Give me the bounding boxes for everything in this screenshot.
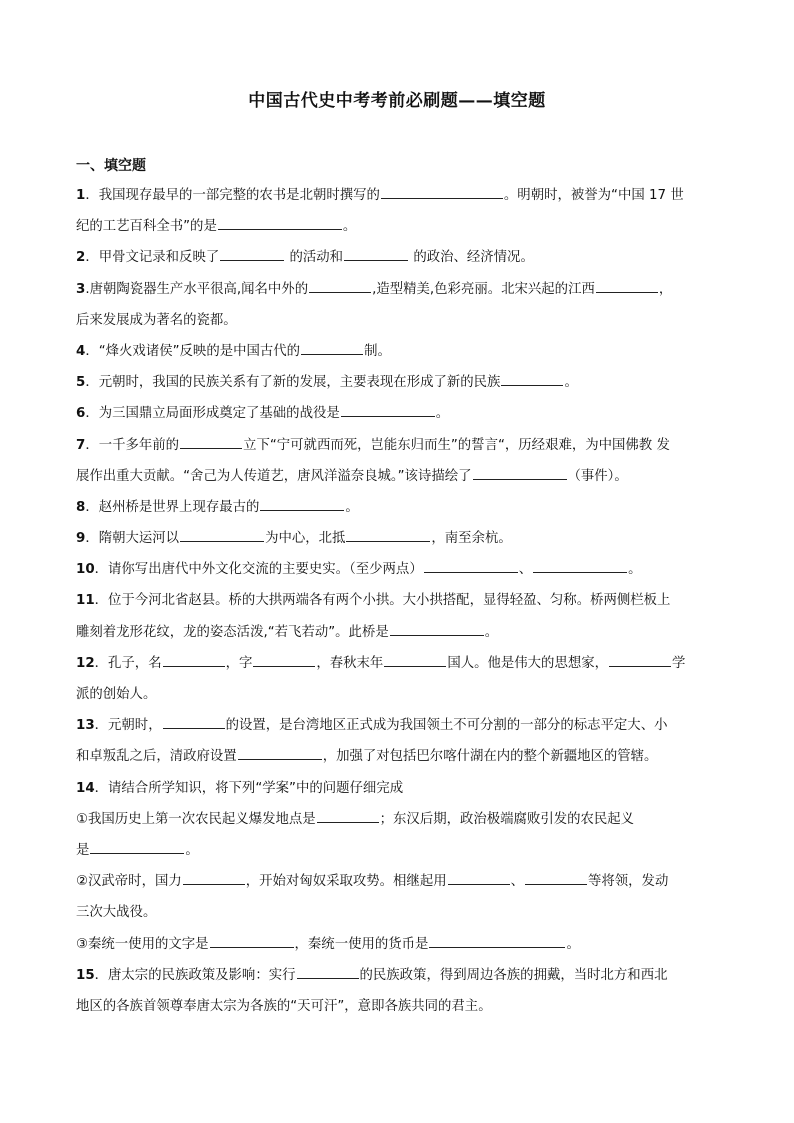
question-text: ；东汉后期，政治极端腐败引发的农民起义 — [379, 811, 635, 827]
question-text: 和卓叛乱之后，清政府设置 — [76, 749, 237, 765]
question-number: 14 — [76, 780, 95, 796]
question-number: 3 — [76, 281, 86, 297]
answer-blank[interactable] — [501, 373, 563, 386]
text-line — [76, 713, 720, 744]
question-text: ,造型精美,色彩亮丽。北宋兴起的江西 — [372, 281, 595, 297]
answer-blank[interactable] — [260, 498, 344, 511]
question-number: 12 — [76, 655, 95, 671]
text-line — [76, 557, 720, 588]
page-title: 中国古代史中考考前必刷题——填空题 — [248, 91, 546, 111]
question-text: 立下“宁可就西而死，岂能东归而生”的誓言“，历经艰难，为中国佛教 发 — [243, 437, 670, 453]
question-text: （事件）。 — [567, 468, 628, 484]
answer-blank[interactable] — [297, 966, 359, 979]
text-line — [76, 277, 720, 308]
question-text: ．唐太宗的民族政策及影响：实行 — [94, 967, 296, 983]
text-line — [76, 869, 720, 900]
question-text: 纪的工艺百科全书”的是 — [76, 219, 217, 235]
question-number: 7 — [76, 437, 86, 453]
question-text: ．请你写出唐代中外文化交流的主要史实。（至少两点） — [94, 562, 423, 578]
question-text: 国人。他是伟大的思想家， — [447, 655, 609, 671]
question-number: 8 — [76, 499, 86, 515]
answer-blank[interactable] — [317, 810, 379, 823]
answer-blank[interactable] — [218, 217, 342, 230]
question-number: 11 — [76, 593, 95, 609]
text-line — [76, 807, 720, 838]
question-text: 。 — [484, 624, 499, 640]
text-line — [76, 744, 720, 775]
question-text: 雕刻着龙形花纹，龙的姿态活泼,“若飞若动”。此桥是 — [76, 624, 389, 640]
question-text: 、 — [510, 874, 524, 890]
text-line — [76, 370, 720, 401]
question-text: ，字 — [225, 655, 253, 671]
question-text: ，南至余杭。 — [431, 531, 512, 547]
section-heading: 一、填空题 — [76, 158, 146, 174]
text-line — [76, 433, 720, 464]
question-number: 2 — [76, 250, 86, 266]
text-line — [76, 464, 720, 495]
answer-blank[interactable] — [253, 654, 315, 667]
question-text: 三次大战役。 — [76, 905, 157, 921]
question-text: ．位于今河北省赵县。桥的大拱两端各有两个小拱。大小拱搭配，显得轻盈、匀称。桥两侧栏板上 — [94, 593, 671, 609]
question-text: ．元朝时，我国的民族关系有了新的发展，主要表现在形成了新的民族 — [85, 375, 501, 391]
text-line — [76, 495, 720, 526]
answer-blank[interactable] — [90, 841, 184, 854]
question-text: ．孔子，名 — [94, 655, 162, 671]
question-text: 。 — [435, 406, 450, 422]
answer-blank[interactable] — [210, 935, 294, 948]
text-line — [76, 963, 720, 994]
answer-blank[interactable] — [163, 716, 225, 729]
question-text: 等将领，发动 — [588, 874, 669, 890]
answer-blank[interactable] — [390, 623, 484, 636]
answer-blank[interactable] — [525, 872, 587, 885]
answer-blank[interactable] — [163, 654, 225, 667]
text-line — [76, 682, 720, 713]
question-text: ，加强了对包括巴尔喀什湖在内的整个新疆地区的管辖。 — [322, 749, 658, 765]
answer-blank[interactable] — [533, 560, 627, 573]
question-text: 后来发展成为著名的瓷都。 — [76, 312, 237, 328]
question-number: 13 — [76, 718, 95, 734]
question-text: ②汉武帝时，国力 — [76, 874, 182, 890]
answer-blank[interactable] — [424, 560, 518, 573]
text-line — [76, 588, 720, 619]
text-line — [76, 245, 720, 276]
question-list — [76, 183, 720, 1025]
text-line — [76, 994, 720, 1025]
question-text: 。 — [345, 499, 359, 515]
question-text: ．请结合所学知识，将下列“学案”中的问题仔细完成 — [94, 780, 404, 796]
text-line — [76, 776, 720, 807]
question-text: 的设置，是台湾地区正式成为我国领土不可分割的一部分的标志平定大、小 — [225, 718, 668, 734]
question-text: 。 — [342, 219, 357, 235]
answer-blank[interactable] — [183, 872, 245, 885]
answer-blank[interactable] — [180, 436, 242, 449]
question-text: 、 — [518, 562, 533, 578]
answer-blank[interactable] — [344, 248, 408, 261]
text-line — [76, 900, 720, 931]
text-line — [76, 526, 720, 557]
answer-blank[interactable] — [346, 529, 430, 542]
text-line — [76, 183, 720, 214]
question-text: 派的创始人。 — [76, 687, 157, 702]
answer-blank[interactable] — [301, 342, 363, 355]
question-text: ．甲骨文记录和反映了 — [85, 250, 220, 266]
question-text: 。 — [628, 562, 642, 578]
text-line — [76, 401, 720, 432]
question-text: 。 — [564, 375, 578, 391]
question-number: 5 — [76, 375, 86, 391]
question-text: 为中心，北抵 — [265, 531, 346, 547]
question-text: ，开始对匈奴采取攻势。相继起用 — [245, 874, 447, 890]
question-text: ．元朝时， — [94, 718, 162, 734]
answer-blank[interactable] — [473, 467, 567, 480]
question-text: 地区的各族首领尊奉唐太宗为各族的“天可汗”，意即各族共同的君主。 — [76, 998, 492, 1014]
text-line — [76, 308, 720, 339]
question-text: ．我国现存最早的一部完整的农书是北朝时撰写的 — [85, 188, 380, 203]
question-text: 。 — [185, 842, 199, 858]
text-line — [76, 339, 720, 370]
answer-blank[interactable] — [238, 747, 322, 760]
answer-blank[interactable] — [220, 248, 284, 261]
answer-blank[interactable] — [429, 935, 565, 948]
question-text: 的政治、经济情况。 — [409, 250, 534, 266]
question-text: 。 — [566, 936, 580, 952]
question-text: 的民族政策，得到周边各族的拥戴，当时北方和西北 — [359, 967, 668, 983]
question-text: ．赵州桥是世界上现存最古的 — [85, 499, 260, 515]
answer-blank[interactable] — [341, 404, 435, 417]
question-text: .唐朝陶瓷器生产水平很高,闻名中外的 — [85, 281, 309, 297]
question-text: 是 — [76, 842, 90, 858]
answer-blank[interactable] — [180, 529, 264, 542]
question-text: 的活动和 — [285, 250, 344, 266]
question-text: 。明朝时，被誉为“中国 17 世 — [503, 188, 684, 203]
answer-blank[interactable] — [384, 654, 446, 667]
text-line — [76, 651, 720, 682]
answer-blank[interactable] — [448, 872, 510, 885]
question-text: ①我国历史上第一次农民起义爆发地点是 — [76, 811, 316, 827]
question-text: ，春秋末年 — [316, 655, 384, 671]
question-text: ， — [658, 281, 673, 297]
question-text: ．“烽火戏诸侯”反映的是中国古代的 — [85, 343, 301, 359]
question-number: 9 — [76, 531, 86, 547]
answer-blank[interactable] — [381, 186, 503, 199]
text-line — [76, 932, 720, 963]
question-number: 4 — [76, 343, 86, 359]
question-text: ．为三国鼎立局面形成奠定了基础的战役是 — [85, 406, 340, 422]
question-number: 10 — [76, 562, 95, 578]
question-number: 15 — [76, 967, 95, 983]
question-text: ③秦统一使用的文字是 — [76, 936, 209, 952]
text-line — [76, 620, 720, 651]
answer-blank[interactable] — [309, 280, 371, 293]
question-text: ．一千多年前的 — [85, 437, 180, 453]
text-line — [76, 214, 720, 245]
answer-blank[interactable] — [596, 280, 658, 293]
answer-blank[interactable] — [609, 654, 671, 667]
question-text: ，秦统一使用的货币是 — [294, 936, 429, 952]
question-text: ．隋朝大运河以 — [85, 531, 180, 547]
question-text: 展作出重大贡献。“舍己为人传道艺，唐风洋溢奈良城。”该诗描绘了 — [76, 468, 472, 484]
question-text: 学 — [672, 655, 686, 671]
question-number: 6 — [76, 406, 86, 422]
question-text: 制。 — [364, 343, 391, 359]
text-line — [76, 838, 720, 869]
question-number: 1 — [76, 188, 86, 203]
